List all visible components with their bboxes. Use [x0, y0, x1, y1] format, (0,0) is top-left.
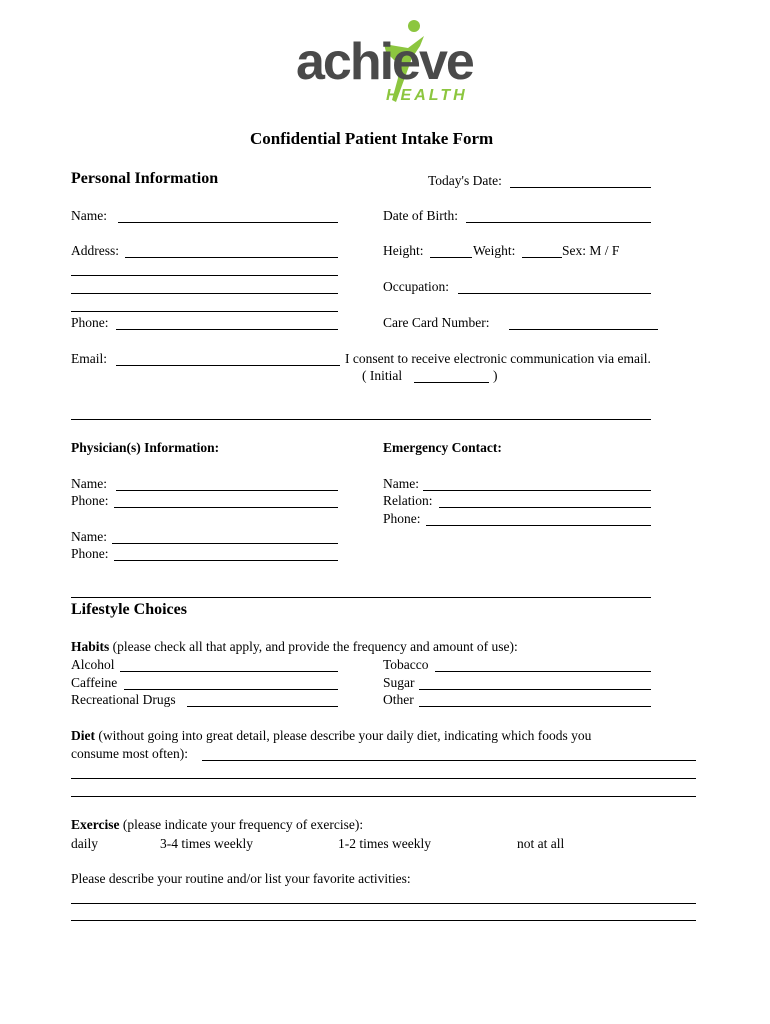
physician-name-2-field[interactable] — [112, 543, 338, 544]
drugs-field[interactable] — [187, 706, 338, 707]
weight-label: Weight: — [473, 243, 516, 258]
address-field-4[interactable] — [71, 311, 338, 312]
physician-phone-1-field[interactable] — [114, 507, 338, 508]
name-field[interactable] — [118, 222, 338, 223]
address-field-2[interactable] — [71, 275, 338, 276]
dob-field[interactable] — [466, 222, 651, 223]
alcohol-field[interactable] — [120, 671, 338, 672]
diet-label: Diet — [71, 728, 95, 743]
achieve-health-logo — [296, 18, 476, 110]
todays-date-field[interactable] — [510, 187, 651, 188]
emergency-relation-label: Relation: — [383, 493, 433, 508]
alcohol-label: Alcohol — [71, 657, 115, 672]
initial-close: ) — [493, 368, 498, 383]
occupation-label: Occupation: — [383, 279, 449, 294]
physician-name-1-field[interactable] — [116, 490, 338, 491]
care-card-label: Care Card Number: — [383, 315, 490, 330]
physician-phone-2-label: Phone: — [71, 546, 109, 561]
exercise-1-2[interactable]: 1-2 times weekly — [338, 836, 431, 851]
diet-field-1[interactable] — [202, 760, 696, 761]
name-label: Name: — [71, 208, 107, 223]
tobacco-label: Tobacco — [383, 657, 429, 672]
section-divider-1 — [71, 419, 651, 420]
routine-field-1[interactable] — [71, 903, 696, 904]
logo-health-text: HEALTH — [386, 87, 468, 104]
initial-field[interactable] — [414, 382, 489, 383]
consent-text: I consent to receive electronic communication via email. — [345, 351, 651, 366]
habits-description — [71, 639, 518, 655]
physician-phone-2-field[interactable] — [114, 560, 338, 561]
initial-open: ( Initial — [362, 368, 403, 383]
routine-field-2[interactable] — [71, 920, 696, 921]
exercise-label: Exercise — [71, 817, 120, 832]
exercise-3-4[interactable]: 3-4 times weekly — [160, 836, 253, 851]
care-card-field[interactable] — [509, 329, 658, 330]
physician-name-1-label: Name: — [71, 476, 107, 491]
email-label: Email: — [71, 351, 107, 366]
sugar-label: Sugar — [383, 675, 415, 690]
email-field[interactable] — [116, 365, 340, 366]
section-divider-2 — [71, 597, 651, 598]
diet-description — [71, 728, 591, 744]
emergency-name-field[interactable] — [423, 490, 651, 491]
weight-field[interactable] — [522, 257, 562, 258]
address-field-1[interactable] — [125, 257, 338, 258]
drugs-label: Recreational Drugs — [71, 692, 176, 707]
logo-wordmark: achieve — [296, 33, 473, 91]
height-field[interactable] — [430, 257, 472, 258]
physician-heading: Physician(s) Information: — [71, 440, 220, 455]
emergency-phone-field[interactable] — [426, 525, 651, 526]
diet-text: (without going into great detail, please describe your daily diet, indicating which foods you — [95, 728, 592, 743]
other-field[interactable] — [419, 706, 651, 707]
phone-field[interactable] — [116, 329, 338, 330]
todays-date-label: Today's Date: — [428, 173, 502, 188]
phone-label: Phone: — [71, 315, 109, 330]
address-field-3[interactable] — [71, 293, 338, 294]
emergency-heading: Emergency Contact: — [383, 440, 502, 455]
emergency-phone-label: Phone: — [383, 511, 421, 526]
occupation-field[interactable] — [458, 293, 651, 294]
emergency-name-label: Name: — [383, 476, 419, 491]
personal-heading: Personal Information — [71, 170, 219, 187]
diet-text-2: consume most often): — [71, 746, 188, 761]
emergency-relation-field[interactable] — [439, 507, 651, 508]
address-label: Address: — [71, 243, 119, 258]
height-label: Height: — [383, 243, 424, 258]
caffeine-field[interactable] — [124, 689, 338, 690]
exercise-daily[interactable]: daily — [71, 836, 98, 851]
habits-text: (please check all that apply, and provide the frequency and amount of use): — [109, 639, 518, 654]
dob-label: Date of Birth: — [383, 208, 458, 223]
physician-name-2-label: Name: — [71, 529, 107, 544]
habits-label: Habits — [71, 639, 110, 654]
routine-label: Please describe your routine and/or list your favorite activities: — [71, 871, 411, 886]
caffeine-label: Caffeine — [71, 675, 118, 690]
exercise-description — [71, 817, 363, 833]
other-label: Other — [383, 692, 414, 707]
tobacco-field[interactable] — [435, 671, 651, 672]
physician-phone-1-label: Phone: — [71, 493, 109, 508]
diet-field-2[interactable] — [71, 778, 696, 779]
form-title: Confidential Patient Intake Form — [250, 129, 494, 148]
exercise-text: (please indicate your frequency of exercise): — [119, 817, 364, 832]
lifestyle-heading: Lifestyle Choices — [71, 601, 187, 618]
sex-label: Sex: M / F — [562, 243, 620, 258]
sugar-field[interactable] — [419, 689, 651, 690]
exercise-none[interactable]: not at all — [517, 836, 565, 851]
diet-field-3[interactable] — [71, 796, 696, 797]
